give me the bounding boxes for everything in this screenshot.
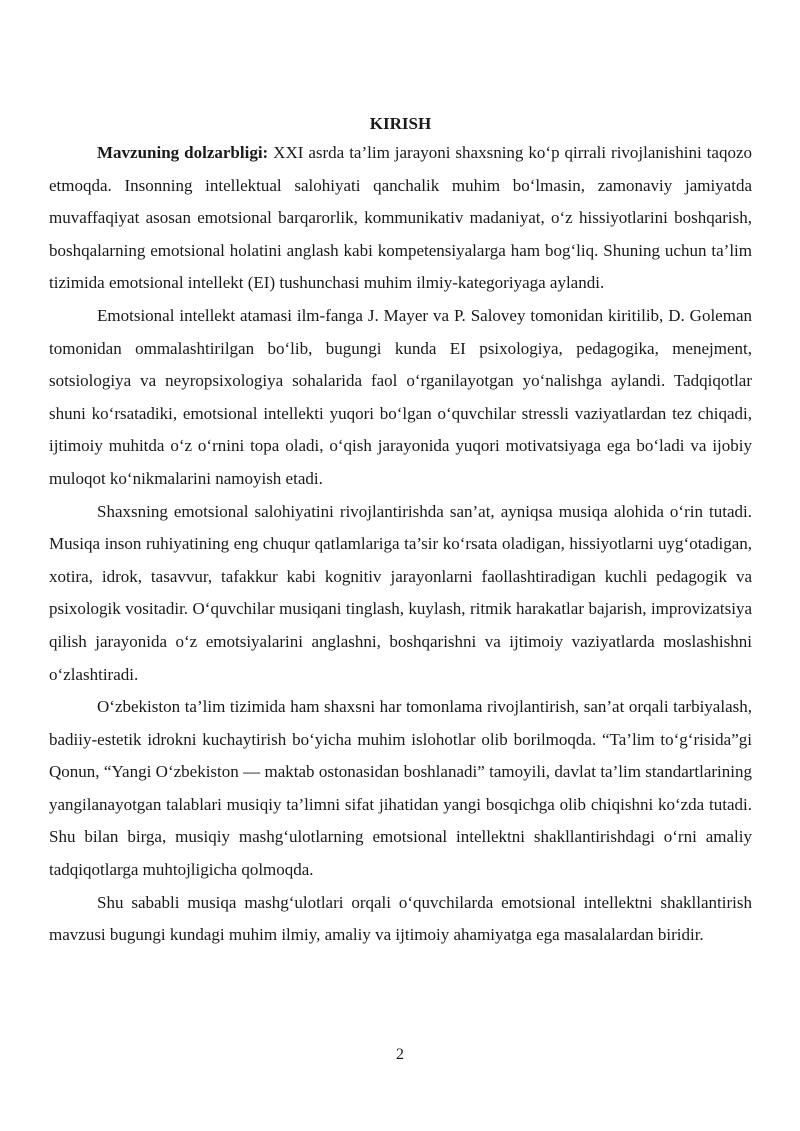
- page-body: [49, 112, 752, 952]
- paragraph-text: XXI asrda ta’lim jarayoni shaxsning ko‘p qirrali rivojlanishini taqozo etmoqda. Insonning intellektual salohiyati qanchalik muhim bo‘lmasin, zamonaviy jamiyatda muvaffaqiyat asosan emotsional barqarorlik, kommunikativ madaniyat, o‘z hissiyotlarini boshqarish, boshqalarning emotsional holatini anglash kabi kompetensiyalarga ham bog‘liq. Shuning uchun ta’lim tizimida emotsional intellekt (EI) tushunchasi muhim ilmiy-kategoriyaga aylandi.: [49, 143, 752, 293]
- paragraph-lead-label: Mavzuning dolzarbligi:: [97, 143, 269, 162]
- paragraph-conclusion: Shu sababli musiqa mashg‘ulotlari orqali o‘quvchilarda emotsional intellektni shakllantirish mavzusi bugungi kundagi muhim ilmiy, amaliy va ijtimoiy ahamiyatga ega masalalardan biridir.: [49, 892, 752, 945]
- paragraph-relevance: [49, 137, 752, 300]
- paragraph-ei-definition: Emotsional intellekt atamasi ilm-fanga J. Mayer va P. Salovey tomonidan kiritilib, D. Goleman tomonidan ommalashtirilgan bo‘lib, bugungi kunda EI psixologiya, pedagogika, menejment, sotsiologiya va neyropsixologiya sohalarida faol o‘rganilayotgan yo‘nalishga aylandi. Tadqiqotlar shuni ko‘rsatadiki, emotsional intellekti yuqori bo‘lgan o‘quvchilar stressli vaziyatlardan tez chiqadi, ijtimoiy muhitda o‘z o‘rnini topa oladi, o‘qish jarayonida yuqori motivatsiyaga ega bo‘ladi va ijobiy muloqot ko‘nikmalarini namoyish etadi.: [49, 305, 752, 488]
- paragraph-uzbekistan-reforms: O‘zbekiston ta’lim tizimida ham shaxsni har tomonlama rivojlantirish, san’at orqali tarbiyalash, badiiy-estetik idrokni kuchaytirish bo‘yicha muhim islohotlar olib borilmoqda. “Ta’lim to‘g‘risida”gi Qonun, “Yangi O‘zbekiston — maktab ostonasidan boshlanadi” tamoyili, davlat ta’lim standartlarining yangilanayotgan talablari musiqiy ta’limni sifat jihatidan yangi bosqichga olib chiqishni ko‘zda tutadi. Shu bilan birga, musiqiy mashg‘ulotlarning emotsional intellektni shakllantirishdagi o‘rni amaliy tadqiqotlarga muhtojligicha qolmoqda.: [49, 697, 752, 880]
- page-number: 2: [396, 1046, 404, 1063]
- paragraph-music-role: Shaxsning emotsional salohiyatini rivojlantirishda san’at, ayniqsa musiqa alohida o‘rin tutadi. Musiqa inson ruhiyatining eng chuqur qatlamlariga ta’sir ko‘rsata oladigan, hissiyotlarni uyg‘otadigan, xotira, idrok, tasavvur, tafakkur kabi kognitiv jarayonlarni faollashtiradigan kuchli pedagogik va psixologik vositadir. O‘quvchilar musiqani tinglash, kuylash, ritmik harakatlar bajarish, improvizatsiya qilish jarayonida o‘z emotsiyalarini anglashni, boshqarishni va ijtimoiy vaziyatlarda moslashishni o‘zlashtiradi.: [49, 501, 752, 684]
- page-title: KIRISH: [369, 114, 432, 133]
